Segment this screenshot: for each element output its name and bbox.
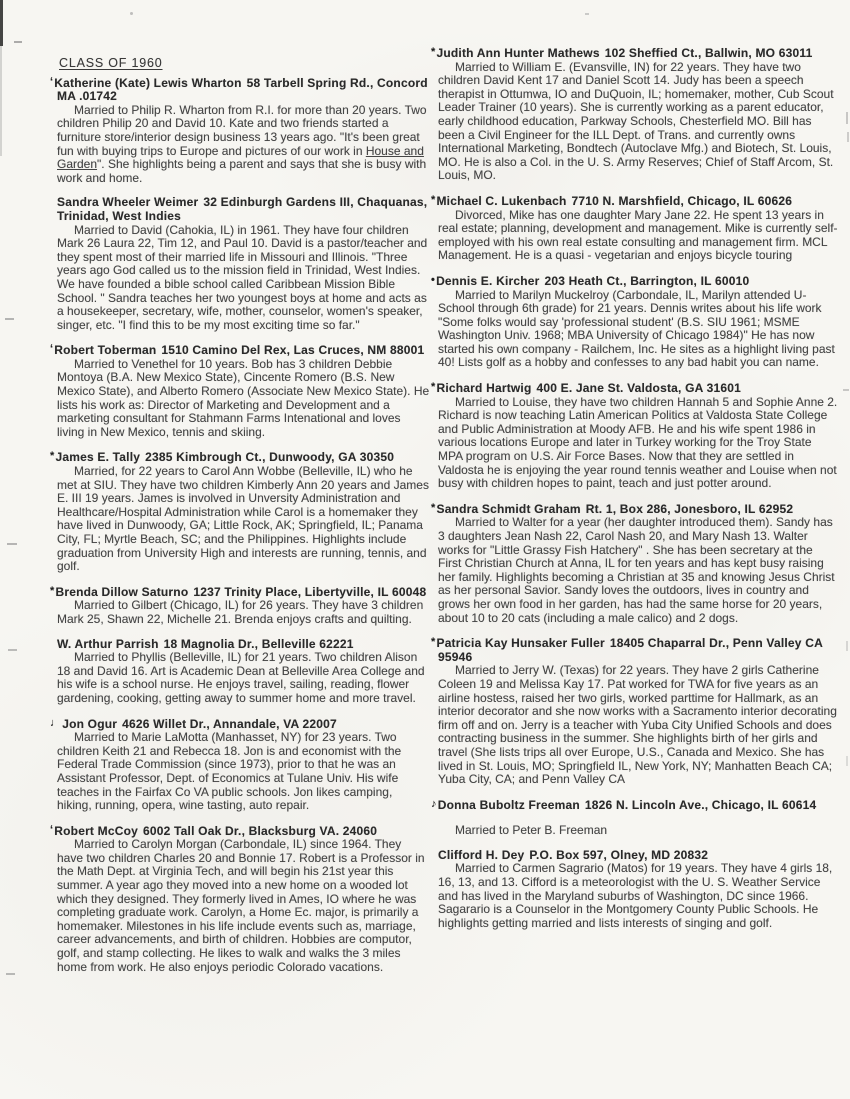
alumni-address: 6002 Tall Oak Dr., Blacksburg VA. 24060	[143, 823, 378, 838]
pen-mark: *	[431, 381, 436, 394]
pen-mark: ♪	[431, 797, 437, 810]
alumni-name: Michael C. Lukenbach	[436, 193, 567, 208]
alumni-name: Robert McCoy	[54, 823, 139, 838]
alumni-name: Jon Ogur	[62, 716, 118, 731]
underlined-text: House and Garden	[57, 143, 424, 172]
scan-artifact	[843, 389, 849, 391]
scan-artifact	[846, 756, 848, 766]
alumni-address: 102 Sheffied Ct., Ballwin, MO 63011	[604, 46, 813, 60]
scan-artifact	[7, 543, 17, 545]
pen-mark: ʻ	[50, 75, 54, 88]
alumni-entry	[50, 343, 430, 439]
alumni-header	[50, 823, 430, 839]
alumni-header	[50, 584, 430, 600]
alumni-name: Brenda Dillow Saturno	[55, 584, 189, 599]
pen-mark: *	[50, 450, 55, 463]
alumni-header	[50, 343, 430, 358]
alumni-entry	[57, 638, 430, 706]
scan-artifact	[6, 973, 15, 975]
pen-mark: •	[431, 273, 436, 286]
alumni-name: Judith Ann Hunter Mathews	[436, 46, 600, 60]
alumni-header	[57, 638, 430, 652]
alumni-entry	[50, 823, 430, 975]
alumni-bio: Divorced, Mike has one daughter Mary Jane 22. He spent 13 years in real estate; planning, development and management. Mike is currently self-employed with his own real estate consulting and management firm. MCL Management. He is a quasi - vegetarian and enjoys bicycle touring	[438, 207, 838, 263]
pen-mark: *	[431, 46, 436, 58]
alumni-entry	[50, 584, 430, 627]
alumni-header	[50, 716, 430, 732]
alumni-bio: Married to Venethel for 10 years. Bob has 3 children Debbie Montoya (B.A. New Mexico State), Cincente Romero (B.S. New Mexico State), and Alberto Romero (Associate New Mexico State). He lists his work as: Director of Marketing and Development and a marketing consultant for Stahmann Farms Intenational and loves living in New Mexico, tennis and skiing.	[57, 356, 430, 439]
alumni-header	[57, 196, 430, 223]
alumni-name: Sandra Wheeler Weimer	[57, 195, 199, 210]
alumni-address: 18405 Chaparral Dr., Penn Valley CA 95946	[438, 636, 823, 664]
alumni-bio: Married to Phyllis (Belleville, IL) for 21 years. Two children Alison 18 and David 16. Art is Academic Dean at Belleville Area College and his wife is a school nurse. He enjoys travel, sailing, reading, flower gardening, cooking, getting away to summer home and more travel.	[57, 650, 425, 705]
alumni-bio: Married to Jerry W. (Texas) for 22 years. They have 2 girls Catherine Coleen 19 and Melissa Kay 17. Pat worked for TWA for five years as an airline hostess, raised her two girls, worked parttime for Hallmark, as an interior decorator and she now works with a Sacramento interior decorating firm off and on. Jerry is a teacher with Yuba City Unified Schools and does contracting business in the summer. She highlights birth of her girls and travel (She lists trips all over Europe, U.S., Canada and Mexico. She has lived in St. Louis, MO; Springfield IL, New York, NY; Manhatten Beach CA; Yuba City, CA; and Penn Valley CA	[438, 663, 837, 787]
alumni-header	[50, 450, 430, 465]
alumni-entry	[431, 46, 838, 183]
alumni-address: 2385 Kimbrough Ct., Dunwoody, GA 30350	[145, 450, 395, 465]
alumni-entry	[50, 450, 430, 574]
pen-mark: ♩	[50, 716, 62, 729]
alumni-address: 18 Magnolia Dr., Belleville 62221	[163, 636, 354, 651]
pen-mark: ʻ	[50, 823, 54, 836]
scan-artifact	[846, 641, 848, 651]
alumni-address: 203 Heath Ct., Barrington, IL 60010	[544, 273, 750, 288]
alumni-bio: Married to Marie LaMotta (Manhasset, NY) for 23 years. Two children Keith 21 and Rebecca 18. Jon is and economist with the Federal Trade Commission (since 1973), prior to that he was an Assistant Professor, Dept. of Economics at Tulane Univ. His wife teaches in the Fairfax Co VA public schools. Jon likes camping, hiking, running, opera, wine tasting, auto repair.	[57, 730, 402, 813]
alumni-name: Richard Hartwig	[436, 381, 532, 396]
alumni-address: 1510 Camino Del Rex, Las Cruces, NM 88001	[161, 343, 425, 358]
scan-artifact	[130, 12, 133, 15]
alumni-bio: Married to Carolyn Morgan (Carbondale, IL) since 1964. They have two children Charles 20 and Bonnie 17. Robert is a Professor in the Math Dept. at Virginia Tech, and will begin his 21st year this summer. A year ago they moved into a new home on a wooded lot which they designed. They formerly lived in Ames, IO where he was completing graduate work. Carolyn, a Home Ec. major, is primarily a homemaker. Milestones in his life include events such as, marriage, career advancements, and birth of children. Hobbies are computor, golf, and stamp collecting. He likes to walk and walks the 3 miles home from work. He also enjoys periodic Colorado vacations.	[57, 837, 425, 974]
alumni-bio: Married to Walter for a year (her daughter introduced them). Sandy has 3 daughters Jean Nash 22, Carol Nash 20, and Mary Nash 13. Walter works for "Little Grassy Fish Hatchery" . She has been secretary at the First Christian Church at Anna, IL for ten years and has kept busy raising her family. Highlights becoming a Christian at 35 and knowing Jesus Christ as her personal Savior. Sandy loves the outdoors, lives in country and grows her own food in her garden, has had the same horse for 20 years, about 10 to 20 cats (including a male calico) and 2 dogs.	[438, 515, 835, 625]
alumni-header	[431, 46, 838, 61]
alumni-name: Patricia Kay Hunsaker Fuller	[436, 636, 605, 651]
alumni-entry	[438, 849, 838, 931]
alumni-name: Katherine (Kate) Lewis Wharton	[54, 75, 242, 90]
pen-mark: *	[431, 636, 436, 649]
alumni-entry	[431, 636, 838, 787]
alumni-name: Sandra Schmidt Graham	[436, 501, 581, 516]
alumni-name: W. Arthur Parrish	[57, 636, 159, 651]
newsletter-column-right	[431, 46, 838, 941]
alumni-name: Robert Toberman	[54, 343, 157, 358]
alumni-address: 400 E. Jane St. Valdosta, GA 31601	[536, 381, 741, 396]
alumni-header	[50, 75, 430, 104]
alumni-entry	[431, 797, 838, 838]
alumni-entry	[431, 273, 838, 370]
scan-artifact	[0, 46, 2, 156]
scan-artifact	[847, 132, 849, 142]
alumni-address: 7710 N. Marshfield, Chicago, IL 60626	[571, 193, 793, 208]
scan-artifact	[846, 112, 848, 124]
alumni-address: 32 Edinburgh Gardens III, Chaquanas, Trinidad, West Indies	[57, 195, 428, 223]
alumni-address: 58 Tarbell Spring Rd., Concord MA .01742	[57, 75, 428, 104]
alumni-header	[431, 636, 838, 664]
alumni-bio: Married, for 22 years to Carol Ann Wobbe (Belleville, IL) who he met at SIU. They have two children Kimberly Ann 20 years and James E. III 19 years. James is involved in Unversity Administration and Healthcare/Hospital Administration while Carol is a homemaker they have lived in Dunwoody, GA; Little Rock, AK; Springfield, IL; Panama City, FL; Myrtle Beach, SC; and the Philippines. Highlights include graduation from University High and interests are running, tennis, and golf.	[57, 464, 429, 574]
pen-mark: *	[50, 584, 55, 597]
alumni-address: P.O. Box 597, Olney, MD 20832	[529, 847, 709, 862]
alumni-bio: Married to Marilyn Muckelroy (Carbondale, IL, Marilyn attended U-School through 6th grade) for 21 years. Dennis writes about his life work "Some folks would say 'professional student' (B.S. SIU 1961; MSME Washington Univ. 1968; MBA University of Chicago 1984)" He has now started his own company - Railchem, Inc. He sites as a highlight living past 40! Lists golf as a hobby and confesses to any bad habit you can name.	[438, 287, 835, 370]
alumni-header	[431, 381, 838, 396]
alumni-header	[438, 849, 838, 863]
alumni-address: 1826 N. Lincoln Ave., Chicago, IL 60614	[584, 797, 817, 812]
alumni-name: James E. Tally	[55, 450, 141, 465]
alumni-bio: Married to David (Cahokia, IL) in 1961. They have four children Mark 26 Laura 22, Tim 12, and Paul 10. David is a pastor/teacher and they spent most of their married life in Missouri and Illinois. "Three years ago God called us to the mission field in Trinidad, West Indies. We have founded a bible school called Caribbean Mission Bible School. " Sandra teaches her two youngest boys at home and acts as a housekeeper, secretary, wife, mother, counselor, women's speaker, singer, etc. "I find this to be my most exciting time so far."	[57, 222, 428, 332]
scan-artifact	[8, 649, 17, 651]
pen-mark: *	[431, 501, 436, 514]
alumni-bio: Married to Carmen Sagrario (Matos) for 19 years. They have 4 girls 18, 16, 13, and 13. Cifford is a meteorologist with the U. S. Weather Service and has lived in the Maryland suburbs of Washington, DC since 1966. Sagarario is a Counselor in the Montgomery County Public Schools. He highlights getting married and lists interests of singing and golf.	[438, 861, 833, 930]
scan-artifact	[14, 41, 22, 43]
alumni-address: 4626 Willet Dr., Annandale, VA 22007	[122, 716, 337, 731]
pen-mark: ʻ	[50, 343, 54, 356]
newsletter-column-left	[50, 56, 430, 985]
alumni-bio: Married to William E. (Evansville, IN) for 22 years. They have two children David Kent 17 and Daniel Scott 14. Judy has been a speech therapist in Ottumwa, IO and DuQuoin, IL; homemaker, mother, Cub Scout Leader Trainer (10 years). She is currently working as a parent educator, early childhood education, Parkway Schools, Chesterfield MO. Bill has been a Civil Engineer for the ILL Dept. of Trans. and currently owns International Marketing, Bondtech (Autoclave Mfg.) and Biotech, St. Louis, MO. He is also a Col. in the U. S. Army Reserves; Chief of Staff Arcom, St. Louis, MO.	[438, 59, 834, 183]
alumni-name: Dennis E. Kircher	[436, 273, 540, 288]
pen-mark: *	[431, 193, 436, 206]
alumni-address: 1237 Trinity Place, Libertyville, IL 60048	[193, 584, 427, 599]
alumni-entry	[57, 196, 430, 332]
alumni-header	[431, 193, 838, 209]
alumni-bio: Married to Peter B. Freeman	[455, 823, 608, 838]
scan-artifact	[585, 13, 589, 15]
alumni-address: Rt. 1, Box 286, Jonesboro, IL 62952	[585, 501, 794, 516]
alumni-name: Clifford H. Dey	[438, 847, 525, 862]
alumni-bio: Married to Philip R. Wharton from R.I. for more than 20 years. Two children Philip 20 and David 10. Kate and two friends started a furniture store/interior design business 13 years ago. "It's been great fun with buying trips to Europe and pictures of our work in House and Garden". She highlights being a parent and says that she is busy with work and home.	[57, 102, 427, 185]
alumni-entry	[431, 193, 838, 263]
alumni-entry	[50, 75, 430, 186]
scan-artifact	[0, 0, 3, 46]
alumni-header	[431, 273, 838, 289]
alumni-entry	[431, 381, 838, 491]
alumni-header	[431, 797, 838, 813]
scan-artifact	[5, 318, 14, 320]
alumni-entry	[431, 501, 838, 625]
alumni-bio: Married to Gilbert (Chicago, IL) for 26 years. They have 3 children Mark 25, Shawn 22, Michelle 21. Brenda enjoys crafts and quilting.	[57, 598, 424, 626]
alumni-entry	[50, 716, 430, 813]
alumni-bio: Married to Louise, they have two children Hannah 5 and Sophie Anne 2. Richard is now teaching Latin American Politics at Valdosta State College and Public Administration at Moody AFB. He and his wife spent 1986 in various locations Europe and later in Turkey working for the Troy State MPA program on U.S. Air Force Bases. Now that they are settled in Valdosta he is enjoying the year round tennis weather and Louise when not busy with children hopes to paint, teach and just potter around.	[438, 394, 838, 491]
page-title: CLASS OF 1960	[59, 56, 163, 70]
alumni-name: Donna Buboltz Freeman	[437, 797, 580, 812]
alumni-header	[431, 501, 838, 517]
